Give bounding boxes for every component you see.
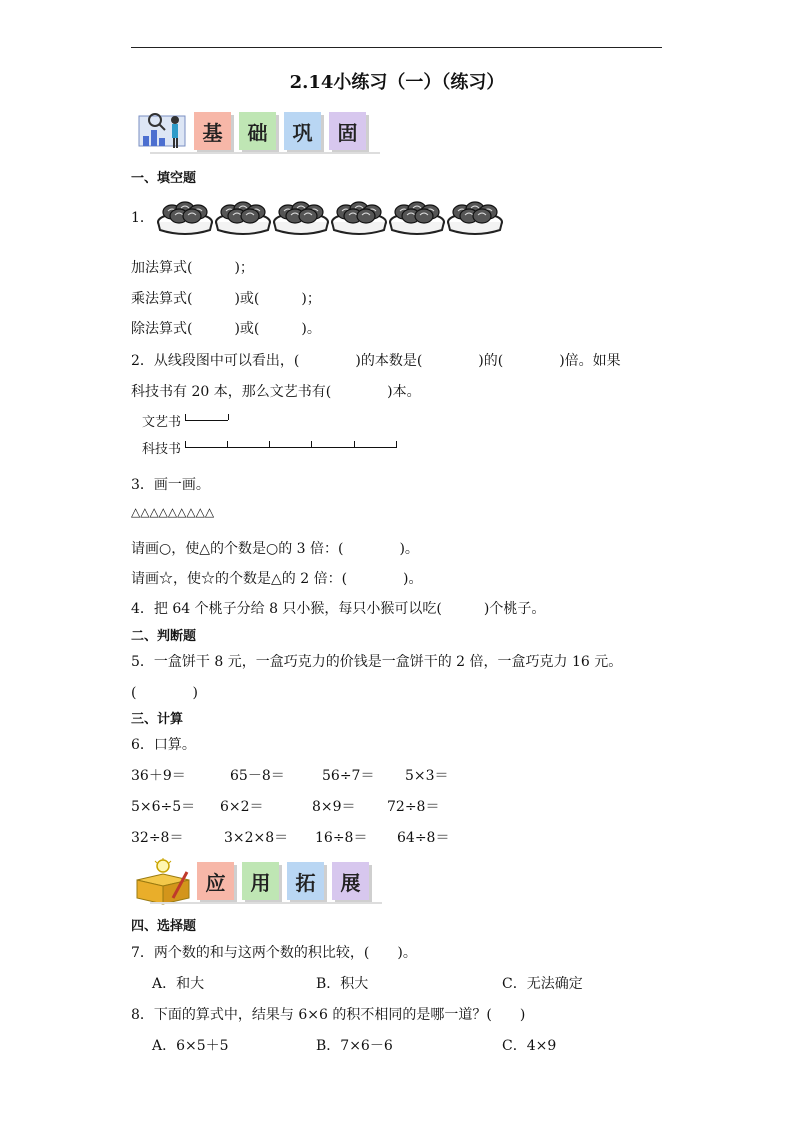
q7-option-c: C．无法确定 xyxy=(502,976,583,992)
q7-option-a: A．和大 xyxy=(152,976,205,992)
section-multiple-choice: 四、选择题 xyxy=(131,919,197,934)
q2-line1: 2．从线段图中可以看出，( )的本数是( )的( )倍。如果 xyxy=(131,353,621,369)
q8-text: 8．下面的算式中，结果与 6×6 的积不相同的是哪一道？( ) xyxy=(131,1007,526,1023)
steamer-basket xyxy=(332,202,386,234)
banner-tile: 展 xyxy=(332,862,369,900)
q8-option-a: A．6×5＋5 xyxy=(152,1038,229,1054)
tick xyxy=(185,414,186,420)
steamer-basket xyxy=(158,202,212,234)
q5-blank: ( ) xyxy=(131,685,198,701)
steamer-basket xyxy=(216,202,270,234)
steamer-baskets-image xyxy=(156,192,511,240)
steamer-basket xyxy=(390,202,444,234)
tick xyxy=(311,441,312,447)
toolbox-icon xyxy=(133,858,193,906)
banner-tile: 拓 xyxy=(287,862,324,900)
banner-tile: 用 xyxy=(242,862,279,900)
calc-item: 6×2＝ xyxy=(220,799,264,815)
calc-item: 3×2×8＝ xyxy=(224,830,289,846)
calc-item: 64÷8＝ xyxy=(397,830,450,846)
calc-item: 5×3＝ xyxy=(405,768,449,784)
q7-option-b: B．积大 xyxy=(316,976,369,992)
banner-application xyxy=(197,862,377,900)
label-literature-books: 文艺书 xyxy=(142,415,182,430)
q3-triangles: △△△△△△△△△ xyxy=(131,505,215,519)
tick xyxy=(269,441,270,447)
q4-text: 4．把 64 个桃子分给 8 只小猴，每只小猴可以吃( )个桃子。 xyxy=(131,601,546,617)
page-title: 2.14小练习（一）（练习） xyxy=(289,72,505,93)
section-fill-blank: 一、填空题 xyxy=(131,171,197,186)
q1-number: 1． xyxy=(131,210,154,226)
segment-science xyxy=(185,447,397,448)
banner-underline xyxy=(150,152,380,154)
calc-item: 32÷8＝ xyxy=(131,830,184,846)
label-science-books: 科技书 xyxy=(142,442,182,457)
q7-text: 7．两个数的和与这两个数的积比较，( )。 xyxy=(131,945,417,961)
calc-item: 8×9＝ xyxy=(312,799,356,815)
tick xyxy=(354,441,355,447)
q1-multiplication: 乘法算式( )或( )； xyxy=(131,291,321,307)
calc-item: 5×6÷5＝ xyxy=(131,799,196,815)
q3-line1: 请画○，使△的个数是○的 3 倍：( )。 xyxy=(131,541,419,557)
q3-line2: 请画☆，使☆的个数是△的 2 倍：( )。 xyxy=(131,571,423,587)
calc-item: 65－8＝ xyxy=(230,768,285,784)
banner-tile: 巩 xyxy=(284,112,321,150)
steamer-basket xyxy=(448,202,502,234)
q1-division: 除法算式( )或( )。 xyxy=(131,321,321,337)
banner-basic xyxy=(194,112,374,150)
q1-addition: 加法算式( )； xyxy=(131,260,254,276)
calc-item: 56÷7＝ xyxy=(322,768,375,784)
q3-head: 3．画一画。 xyxy=(131,477,210,493)
section-true-false: 二、判断题 xyxy=(131,629,197,644)
banner-tile: 应 xyxy=(197,862,234,900)
tick xyxy=(228,414,229,420)
q8-option-c: C．4×9 xyxy=(502,1038,557,1054)
banner-tile: 础 xyxy=(239,112,276,150)
q6-head: 6．口算。 xyxy=(131,737,196,753)
calc-item: 36＋9＝ xyxy=(131,768,186,784)
banner-tile: 固 xyxy=(329,112,366,150)
tick xyxy=(396,441,397,447)
study-icon xyxy=(133,108,191,156)
banner-underline xyxy=(150,902,382,904)
segment-literature xyxy=(185,420,228,421)
steamer-basket xyxy=(274,202,328,234)
tick xyxy=(227,441,228,447)
section-calculation: 三、计算 xyxy=(131,712,184,727)
banner-tile: 基 xyxy=(194,112,231,150)
tick xyxy=(185,441,186,447)
calc-item: 72÷8＝ xyxy=(387,799,440,815)
q5-text: 5．一盒饼干 8 元，一盒巧克力的价钱是一盒饼干的 2 倍，一盒巧克力 16 元。 xyxy=(131,654,623,670)
header-rule xyxy=(131,47,662,48)
calc-item: 16÷8＝ xyxy=(315,830,368,846)
q2-line2: 科技书有 20 本，那么文艺书有( )本。 xyxy=(131,384,421,400)
q8-option-b: B．7×6－6 xyxy=(316,1038,393,1054)
